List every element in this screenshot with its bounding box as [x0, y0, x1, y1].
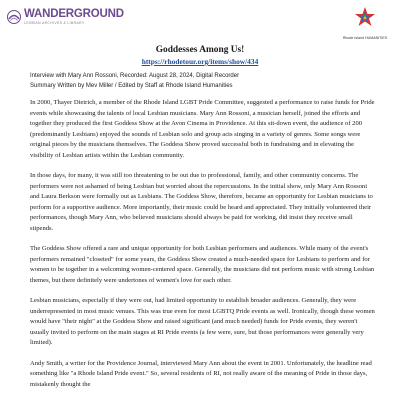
paragraph: In 2000, Thayer Dietrich, a member of the Rhode Island LGBT Pride Committee, suggested a performance to raise funds for Pride events while showcasing the talents of local Lesbian musicians. Mary Ann Rossoni, a musician herself, joined the efforts and together they produced the first Goddess Show at the Avon Cinema in Providence. At this sit-down event, the audience of 200 (predominantly Lesbians) enjoyed the sounds of Lesbian solo and group acts singing in a variety of genres. Some songs were original pieces by the musicians themselves. The Goddess Show proved successful both in fundraising and in elevating the visibility of Lesbian artists within the Lesbian community. — [30, 99, 375, 159]
logo-right-text: Rhode Island HUMANITIES — [342, 36, 388, 40]
wanderground-logo — [7, 9, 124, 25]
logo-subtext: LESBIAN ARCHIVES & LIBRARY — [24, 21, 85, 25]
interview-metadata — [30, 71, 380, 91]
paragraph: The Goddess Show offered a rare and unique opportunity for both Lesbian performers and audiences. While many of the event's performers remained "closeted" for some years, the Goddess Show created a much-needed space for Lesbians to perform and for women to be together in a welcoming women-centered space. Generally, the musicians did not perform music with strong Lesbian themes, but there definitely were undertones of women's love for each other. — [30, 245, 375, 284]
meta-line-recording: Interview with Mary Ann Rossoni, Recorded: August 28, 2024, Digital Recorder — [30, 73, 240, 79]
wanderground-mark-icon — [7, 10, 21, 24]
logo-wordmark: WANDERGROUND — [24, 8, 124, 20]
document-body — [30, 98, 375, 400]
document-title: Goddesses Among Us! — [155, 45, 245, 55]
paragraph: Lesbian musicians, especially if they were out, had limited opportunity to establish broader audiences. Generally, they were underrepresented in most music venues. This was true even for most LGBTQ Pride events as well. Ironically, though these women would have "their night" at the Goddess Show and raised significant (and much needed) funds for Pride events, they weren't usually invited to perform on the main stages at RI Pride events (a few were, sure, but those performances were generally very limited). — [30, 297, 375, 346]
paragraph: Andy Smith, a writer for the Providence Journal, interviewed Mary Ann about the event in 2001. Unfortunately, the headline read something like "a Rhode Island Pride event." So, several residents of RI, not really aware of the meaning of Pride in those days, mistakenly thought the — [30, 359, 372, 388]
paragraph: In those days, for many, it was still too threatening to be out due to professional, family, and other community concerns. The performers were not ashamed of being Lesbian but worried about the repercussions. In the initial show, only Mary Ann Rossoni and Laura Berkson were formally out as Lesbians. The Goddess Show, therefore, became an opportunity for Lesbian musicians to perform for a supportive audience. More importantly, their music could be heard and appreciated. They initially volunteered their performances, though Mary Ann, who believed musicians should always be paid for working, did insist they receive small stipends. — [30, 172, 373, 232]
source-link[interactable]: https://rhodetour.org/items/show/434 — [141, 57, 259, 66]
rhode-island-humanities-logo — [342, 6, 388, 40]
star-logo-icon — [353, 6, 377, 30]
meta-line-credits: Summary Written by Mev Miller / Edited by Staff at Rhode Island Humanities — [30, 83, 233, 89]
